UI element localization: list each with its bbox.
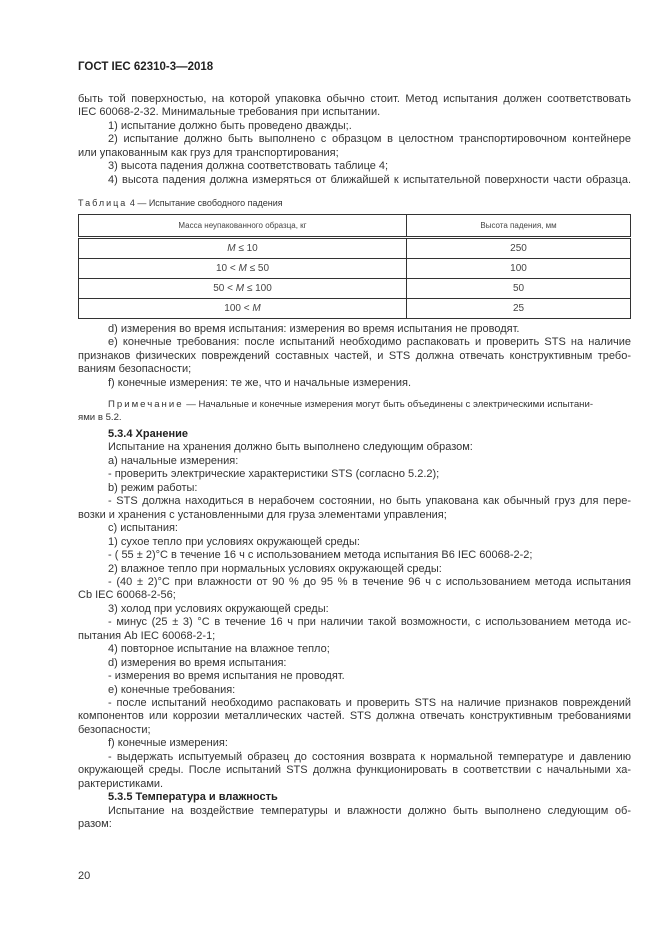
- column-header-height: Высота падения, мм: [407, 215, 631, 238]
- table-caption: [78, 198, 283, 208]
- drop-height-cell: 25: [407, 299, 631, 319]
- table-header-row: [79, 215, 631, 238]
- text-line: 3) высота падения должна соответствовать таблице 4;: [108, 160, 389, 173]
- text-line: разом:: [78, 818, 112, 831]
- text-line: или упакованным как груз для транспортирования;: [78, 146, 339, 159]
- drop-height-cell: 100: [407, 259, 631, 279]
- text-line: пытания Ab IEC 60068-2-1;: [78, 629, 216, 642]
- drop-height-cell: 250: [407, 238, 631, 259]
- text-line: признаков физических повреждений составных частей, и STS должна отвечать конструктивным требо-: [78, 349, 631, 362]
- storage-section: [78, 428, 631, 831]
- text-line: Испытание на воздействие температуры и влажности должно быть выполнено следующим об-: [108, 804, 631, 817]
- note-text-cont: ями в 5.2.: [78, 412, 122, 423]
- text-line: 1) сухое тепло при условиях окружающей среды:: [108, 535, 360, 548]
- table-row: [79, 279, 631, 299]
- text-line: 3) холод при условиях окружающей среды:: [108, 602, 329, 615]
- table-caption-text: 4 — Испытание свободного падения: [129, 198, 283, 208]
- text-line: с) испытания:: [108, 522, 178, 535]
- text-line: е) конечные требования: после испытаний необходимо распаковать и проверить STS на наличие: [108, 336, 631, 349]
- mass-cell: 50 < M ≤ 100: [79, 279, 407, 299]
- document-header: ГОСТ IEC 62310-3—2018: [78, 61, 214, 73]
- text-line: d) измерения во время испытания:: [108, 656, 287, 669]
- text-line: f) конечные измерения: те же, что и начальные измерения.: [108, 376, 412, 389]
- text-line: 1) испытание должно быть проведено дважды;.: [108, 119, 352, 132]
- note: [78, 398, 631, 424]
- text-line: 4) высота падения должна измеряться от ближайшей к испытательной поверхности части образца.: [108, 173, 631, 186]
- text-line: - проверить электрические характеристики STS (согласно 5.2.2);: [108, 468, 440, 481]
- text-line: быть той поверхностью, на которой упаковка обычно стоит. Метод испытания должен соответствовать: [78, 93, 631, 105]
- drop-height-cell: 50: [407, 279, 631, 299]
- requirements-paragraphs: [78, 323, 631, 390]
- text-line: 2) влажное тепло при нормальных условиях окружающей среды:: [108, 562, 442, 575]
- table-caption-label: Таблица: [78, 198, 128, 208]
- text-line: Cb IEC 60068-2-56;: [78, 589, 176, 602]
- column-header-mass: Масса неупакованного образца, кг: [79, 215, 407, 238]
- text-line: 4) повторное испытание на влажное тепло;: [108, 643, 330, 656]
- text-line: - минус (25 ± 3) °C в течение 16 ч при наличии такой возможности, с использованием метода ис-: [108, 616, 631, 629]
- text-line: рактеристиками.: [78, 777, 164, 790]
- section-heading: 5.3.5 Температура и влажность: [108, 791, 278, 804]
- text-line: ваниям безопасности;: [78, 363, 192, 376]
- text-line: - STS должна находиться в нерабочем состоянии, но быть упакована как обычный груз для пере-: [108, 495, 631, 508]
- mass-cell: M ≤ 10: [79, 238, 407, 259]
- text-line: Испытание на хранения должно быть выполнено следующим образом:: [108, 441, 473, 454]
- table-row: [79, 238, 631, 259]
- table-row: [79, 299, 631, 319]
- text-line: - измерения во время испытания не проводят.: [108, 670, 345, 683]
- text-line: е) конечные требования:: [108, 683, 236, 696]
- intro-paragraphs: [78, 93, 631, 187]
- text-line: компонентов или коррозии металлических частей. STS должна отвечать конструктивным требованиями: [78, 710, 631, 723]
- text-line: IEC 60068-2-32. Минимальные требования при испытании.: [78, 106, 381, 119]
- text-line: а) начальные измерения:: [108, 454, 239, 467]
- section-heading: 5.3.4 Хранение: [108, 428, 188, 440]
- text-line: f) конечные измерения:: [108, 737, 228, 750]
- text-line: - выдержать испытуемый образец до состояния возврата к нормальной температуре и давлению: [108, 750, 631, 763]
- text-line: - (40 ± 2)°C при влажности от 90 % до 95 % в течение 96 ч с использованием метода испытания: [108, 575, 631, 588]
- note-text: — Начальные и конечные измерения могут быть объединены с электрическими испытани-: [186, 399, 594, 410]
- text-line: - ( 55 ± 2)°C в течение 16 ч с использованием метода испытания B6 IEC 60068-2-2;: [108, 549, 533, 562]
- text-line: b) режим работы:: [108, 481, 198, 494]
- table-row: [79, 259, 631, 279]
- text-line: d) измерения во время испытания: измерения во время испытания не проводят.: [108, 323, 520, 335]
- mass-cell: 10 < M ≤ 50: [79, 259, 407, 279]
- text-line: - после испытаний необходимо распаковать и проверить STS на наличие признаков повреждений: [108, 697, 631, 710]
- drop-test-table: [78, 214, 631, 319]
- text-line: возки и хранения с установленными для груза элементами управления;: [78, 508, 447, 521]
- text-line: окружающей среды. После испытаний STS должна функционировать в соответствии с начальными ха-: [78, 764, 631, 777]
- mass-cell: 100 < M: [79, 299, 407, 319]
- note-label: Примечание: [108, 399, 184, 410]
- text-line: безопасности;: [78, 723, 151, 736]
- text-line: 2) испытание должно быть выполнено с образцом в целостном транспортировочном контейнере: [108, 133, 631, 146]
- page-number: 20: [78, 870, 91, 882]
